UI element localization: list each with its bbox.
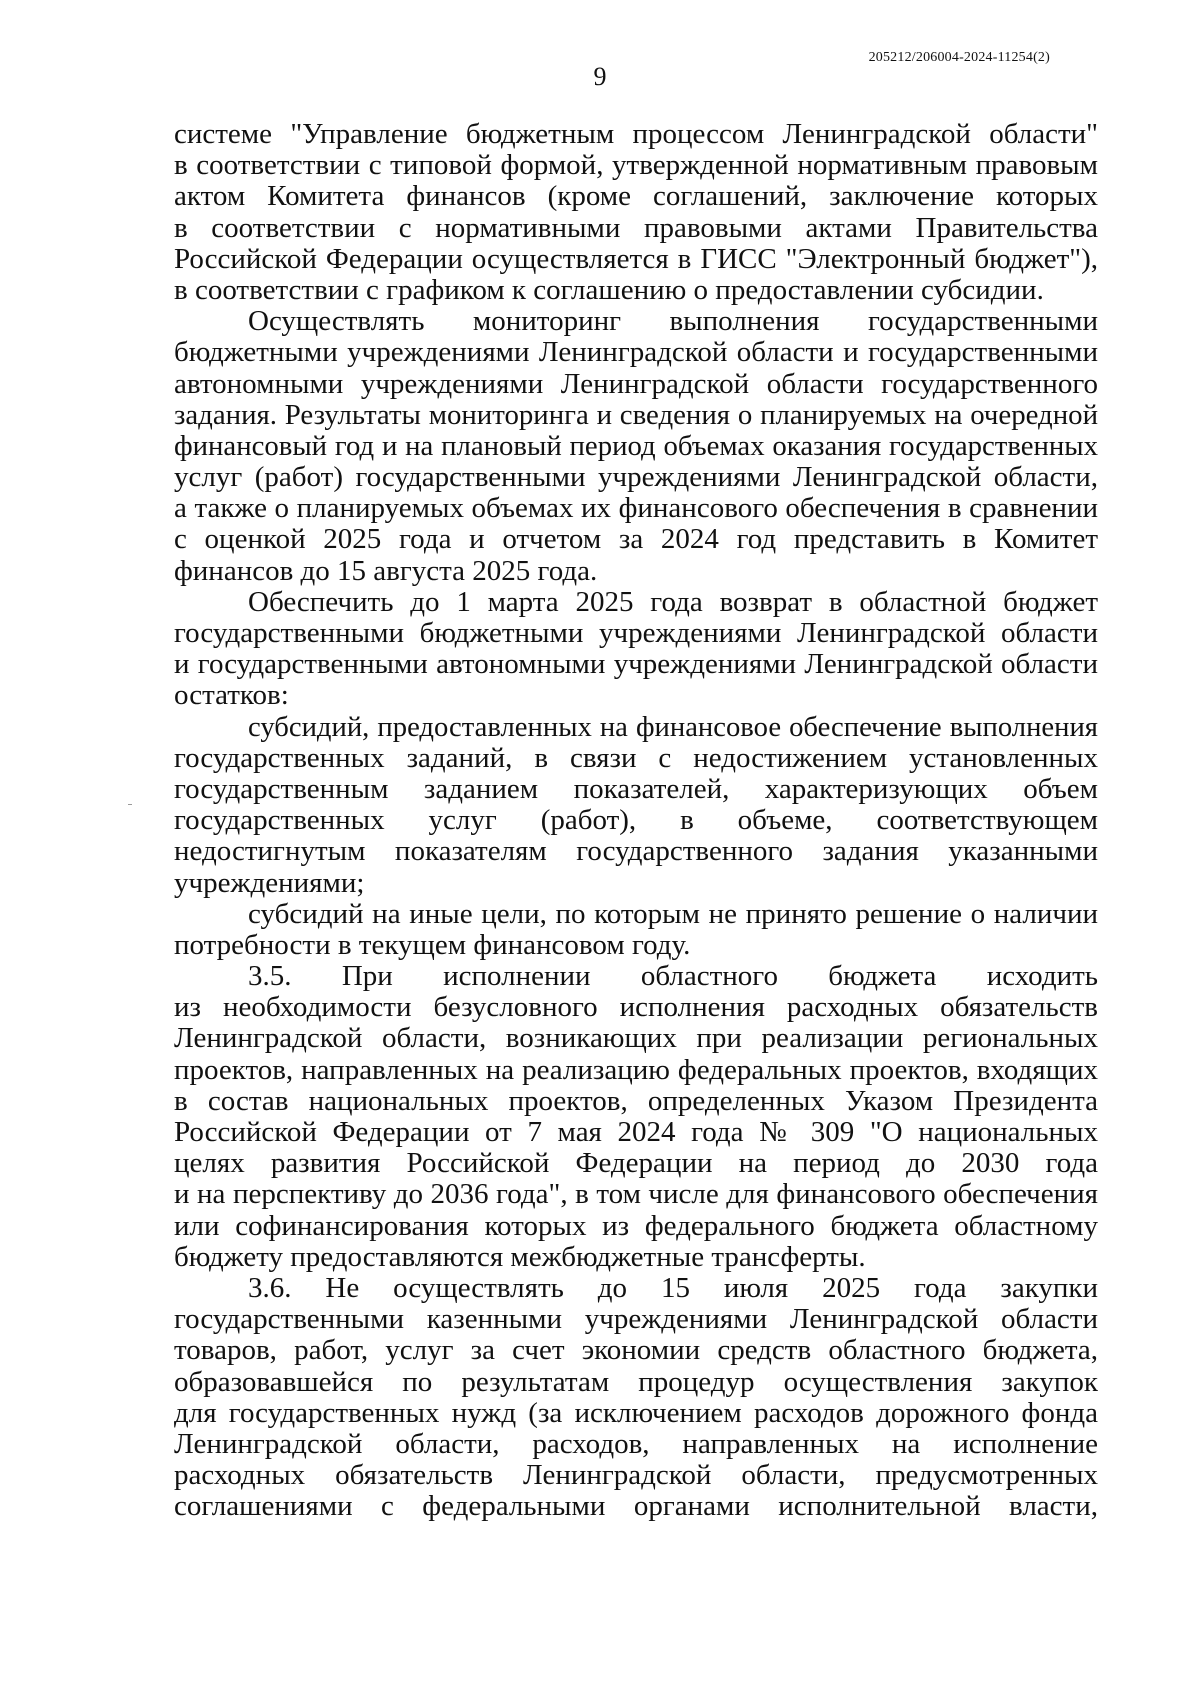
text-line: потребности в текущем финансовом году. [174,928,691,961]
text-line: недостигнутым показателям государственного задания указанными [174,835,1098,868]
margin-mark [128,804,132,805]
text-line: и государственными автономными учреждениями Ленинградской области [174,648,1098,681]
text-line: финансовый год и на плановый период объемах оказания государственных [174,429,1098,462]
text-line: государственным заданием показателей, характеризующих объем [174,772,1098,805]
text-line: соглашениями с федеральными органами исполнительной власти, [174,1490,1098,1523]
text-line: государственных услуг (работ), в объеме, соответствующем [174,804,1098,837]
text-line: субсидий на иные цели, по которым не принято решение о наличии [248,897,1098,930]
paragraph-3-5 [174,961,1098,1273]
text-line: для государственных нужд (за исключением расходов дорожного фонда [174,1396,1098,1429]
document-number: 205212/206004-2024-11254(2) [868,50,1050,65]
page-number: 9 [593,62,607,91]
text-line: в соответствии с нормативными правовыми актами Правительства [174,211,1098,244]
text-line: субсидий, предоставленных на финансовое обеспечение выполнения [248,710,1098,743]
text-line: государственными бюджетными учреждениями Ленинградской области [174,617,1098,649]
paragraph-3-6 [174,1273,1098,1523]
text-line: с оценкой 2025 года и отчетом за 2024 год представить в Комитет [174,523,1098,556]
text-line: расходных обязательств Ленинградской области, предусмотренных [174,1459,1098,1492]
text-line: бюджетными учреждениями Ленинградской области и государственными [174,336,1098,369]
text-line: образовавшейся по результатам процедур осуществления закупок [174,1365,1098,1398]
text-line: государственными казенными учреждениями Ленинградской области [174,1303,1098,1336]
text-line: Российской Федерации от 7 мая 2024 года № 309 "О национальных [174,1116,1098,1148]
paragraph-1 [174,119,1098,306]
text-line: финансов до 15 августа 2025 года. [174,554,598,587]
text-line: государственных заданий, в связи с недостижением установленных [174,741,1098,774]
text-line: услуг (работ) государственными учреждениями Ленинградской области, [174,461,1098,494]
document-body [174,119,1098,1522]
text-line: системе "Управление бюджетным процессом Ленинградской области" [174,118,1098,150]
text-line: Обеспечить до 1 марта 2025 года возврат в областной бюджет [248,585,1098,618]
text-line: задания. Результаты мониторинга и сведения о планируемых на очередной [174,398,1098,431]
text-line: бюджету предоставляются межбюджетные трансферты. [174,1240,866,1273]
text-line: проектов, направленных на реализацию федеральных проектов, входящих [174,1053,1098,1086]
text-line: Российской Федерации осуществляется в ГИСС "Электронный бюджет"), [174,242,1098,275]
text-line: целях развития Российской Федерации на период до 2030 года [174,1147,1098,1180]
paragraph-3 [174,587,1098,712]
text-line: учреждениями; [174,866,365,899]
text-line: или софинансирования которых из федерального бюджета областному [174,1209,1098,1242]
text-line: из необходимости безусловного исполнения расходных обязательств [174,991,1098,1024]
text-line: Осуществлять мониторинг выполнения государственными [248,305,1098,338]
text-line: 3.5. При исполнении областного бюджета исходить [248,960,1098,993]
text-line: Ленинградской области, расходов, направленных на исполнение [174,1427,1098,1460]
text-line: и на перспективу до 2036 года", в том числе для финансового обеспечения [174,1178,1098,1211]
text-line: остатков: [174,679,289,712]
text-line: актом Комитета финансов (кроме соглашений, заключение которых [174,180,1098,213]
text-line: в состав национальных проектов, определенных Указом Президента [174,1084,1098,1117]
text-line: автономными учреждениями Ленинградской области государственного [174,367,1098,400]
text-line: в соответствии с типовой формой, утвержденной нормативным правовым [174,149,1098,182]
text-line: в соответствии с графиком к соглашению о предоставлении субсидии. [174,273,1044,306]
text-line: товаров, работ, услуг за счет экономии средств областного бюджета, [174,1334,1098,1367]
text-line: 3.6. Не осуществлять до 15 июля 2025 года закупки [248,1271,1098,1304]
text-line: а также о планируемых объемах их финансового обеспечения в сравнении [174,492,1098,525]
text-line: Ленинградской области, возникающих при реализации региональных [174,1022,1098,1055]
paragraph-4 [174,712,1098,899]
paragraph-5 [174,899,1098,961]
paragraph-2 [174,306,1098,587]
